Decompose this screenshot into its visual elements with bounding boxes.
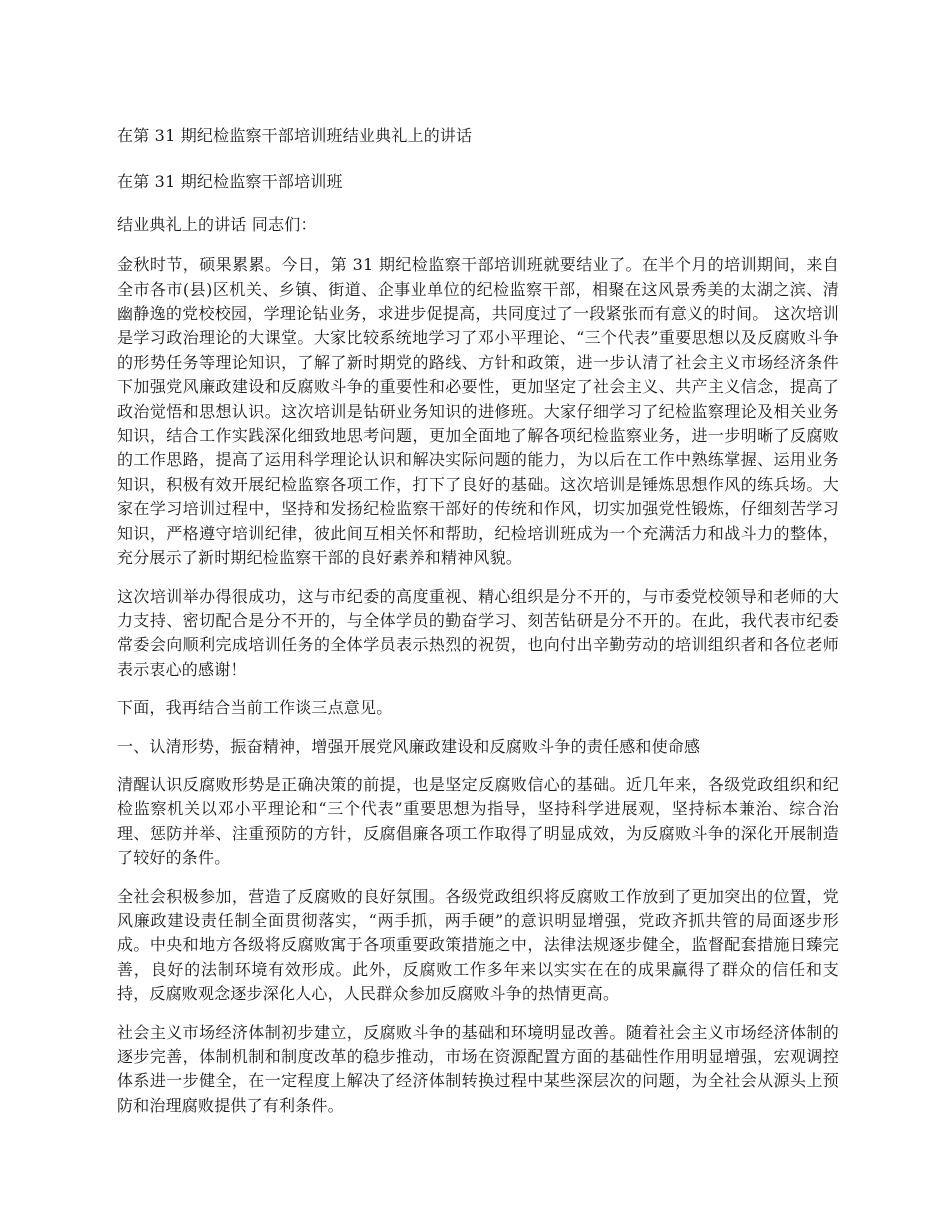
paragraph-transition: 下面，我再结合当前工作谈三点意见。 [117,698,393,718]
paragraph-situation: 清醒认识反腐败形势是正确决策的前提，也是坚定反腐败信心的基础。近几年来，各级党政组织和纪检监察机关以邓小平理论和“三个代表”重要思想为指导，坚持科学进展观，坚持标本兼治、综合治理、惩防并举、注重预防的方针，反腐倡廉各项工作取得了明显成效，为反腐败斗争的深化开展制造了较好的条件。 [117,774,839,868]
paragraph-participation: 全社会积极参加，营造了反腐败的良好氛围。各级党政组织将反腐败工作放到了更加突出的位置，党风廉政建设责任制全面贯彻落实，“两手抓，两手硬”的意识明显增强，党政齐抓共管的局面逐步形成。中央和地方各级将反腐败寓于各项重要政策措施之中，法律法规逐步健全，监督配套措施日臻完善，良好的法制环境有效形成。此外，反腐败工作多年来以实实在在的成果赢得了群众的信任和支持，反腐败观念逐步深化人心，人民群众参加反腐败斗争的热情更高。 [117,886,839,1004]
paragraph-thanks: 这次培训举办得很成功，这与市纪委的高度重视、精心组织是分不开的，与市委党校领导和老师的大力支持、密切配合是分不开的，与全体学员的勤奋学习、刻苦钻研是分不开的。在此，我代表市纪委常委会向顺利完成培训任务的全体学员表示热烈的祝贺，也向付出辛勤劳动的培训组织者和各位老师表示衷心的感谢！ [117,586,839,679]
document-salutation: 结业典礼上的讲话 同志们： [117,214,317,234]
section-heading-one: 一、认清形势，振奋精神，增强开展党风廉政建设和反腐败斗争的责任感和使命感 [117,736,701,756]
paragraph-market-economy: 社会主义市场经济体制初步建立，反腐败斗争的基础和环境明显改善。随着社会主义市场经济体制的逐步完善，体制机制和制度改革的稳步推动，市场在资源配置方面的基础性作用明显增强，宏观调控体系进一步健全，在一定程度上解决了经济体制转换过程中某些深层次的问题，为全社会从源头上预防和治理腐败提供了有利条件。 [117,1022,839,1115]
document-subtitle: 在第 31 期纪检监察干部培训班 [117,172,343,192]
paragraph-opening: 金秋时节，硕果累累。今日，第 31 期纪检监察干部培训班就要结业了。在半个月的培训期间，来自全市各市(县)区机关、乡镇、街道、企事业单位的纪检监察干部，相聚在这风景秀美的太湖之滨、清幽静逸的党校校园，学理论钻业务，求进步促提高，共同度过了一段紧张而有意义的时间。 这次培训是学习政治理论的大课堂。大家比较系统地学习了邓小平理论、“三个代表”重要思想以及反腐败斗争的形势任务等理论知识，了解了新时期党的路线、方针和政策，进一步认清了社会主义市场经济条件下加强党风廉政建设和反腐败斗争的重要性和必要性，更加坚定了社会主义、共产主义信念，提高了政治觉悟和思想认识。这次培训是钻研业务知识的进修班。大家仔细学习了纪检监察理论及相关业务知识，结合工作实践深化细致地思考问题，更加全面地了解各项纪检监察业务，进一步明晰了反腐败的工作思路，提高了运用科学理论认识和解决实际问题的能力，为以后在工作中熟练掌握、运用业务知识，积极有效开展纪检监察各项工作，打下了良好的基础。这次培训是锤炼思想作风的练兵场。大家在学习培训过程中，坚持和发扬纪检监察干部好的传统和作风，切实加强党性锻炼，仔细刻苦学习知识，严格遵守培训纪律，彼此间互相关怀和帮助，纪检培训班成为一个充满活力和战斗力的整体，充分展示了新时期纪检监察干部的良好素养和精神风貌。 [117,255,839,568]
document-page [117,124,839,1132]
document-title: 在第 31 期纪检监察干部培训班结业典礼上的讲话 [117,126,473,145]
